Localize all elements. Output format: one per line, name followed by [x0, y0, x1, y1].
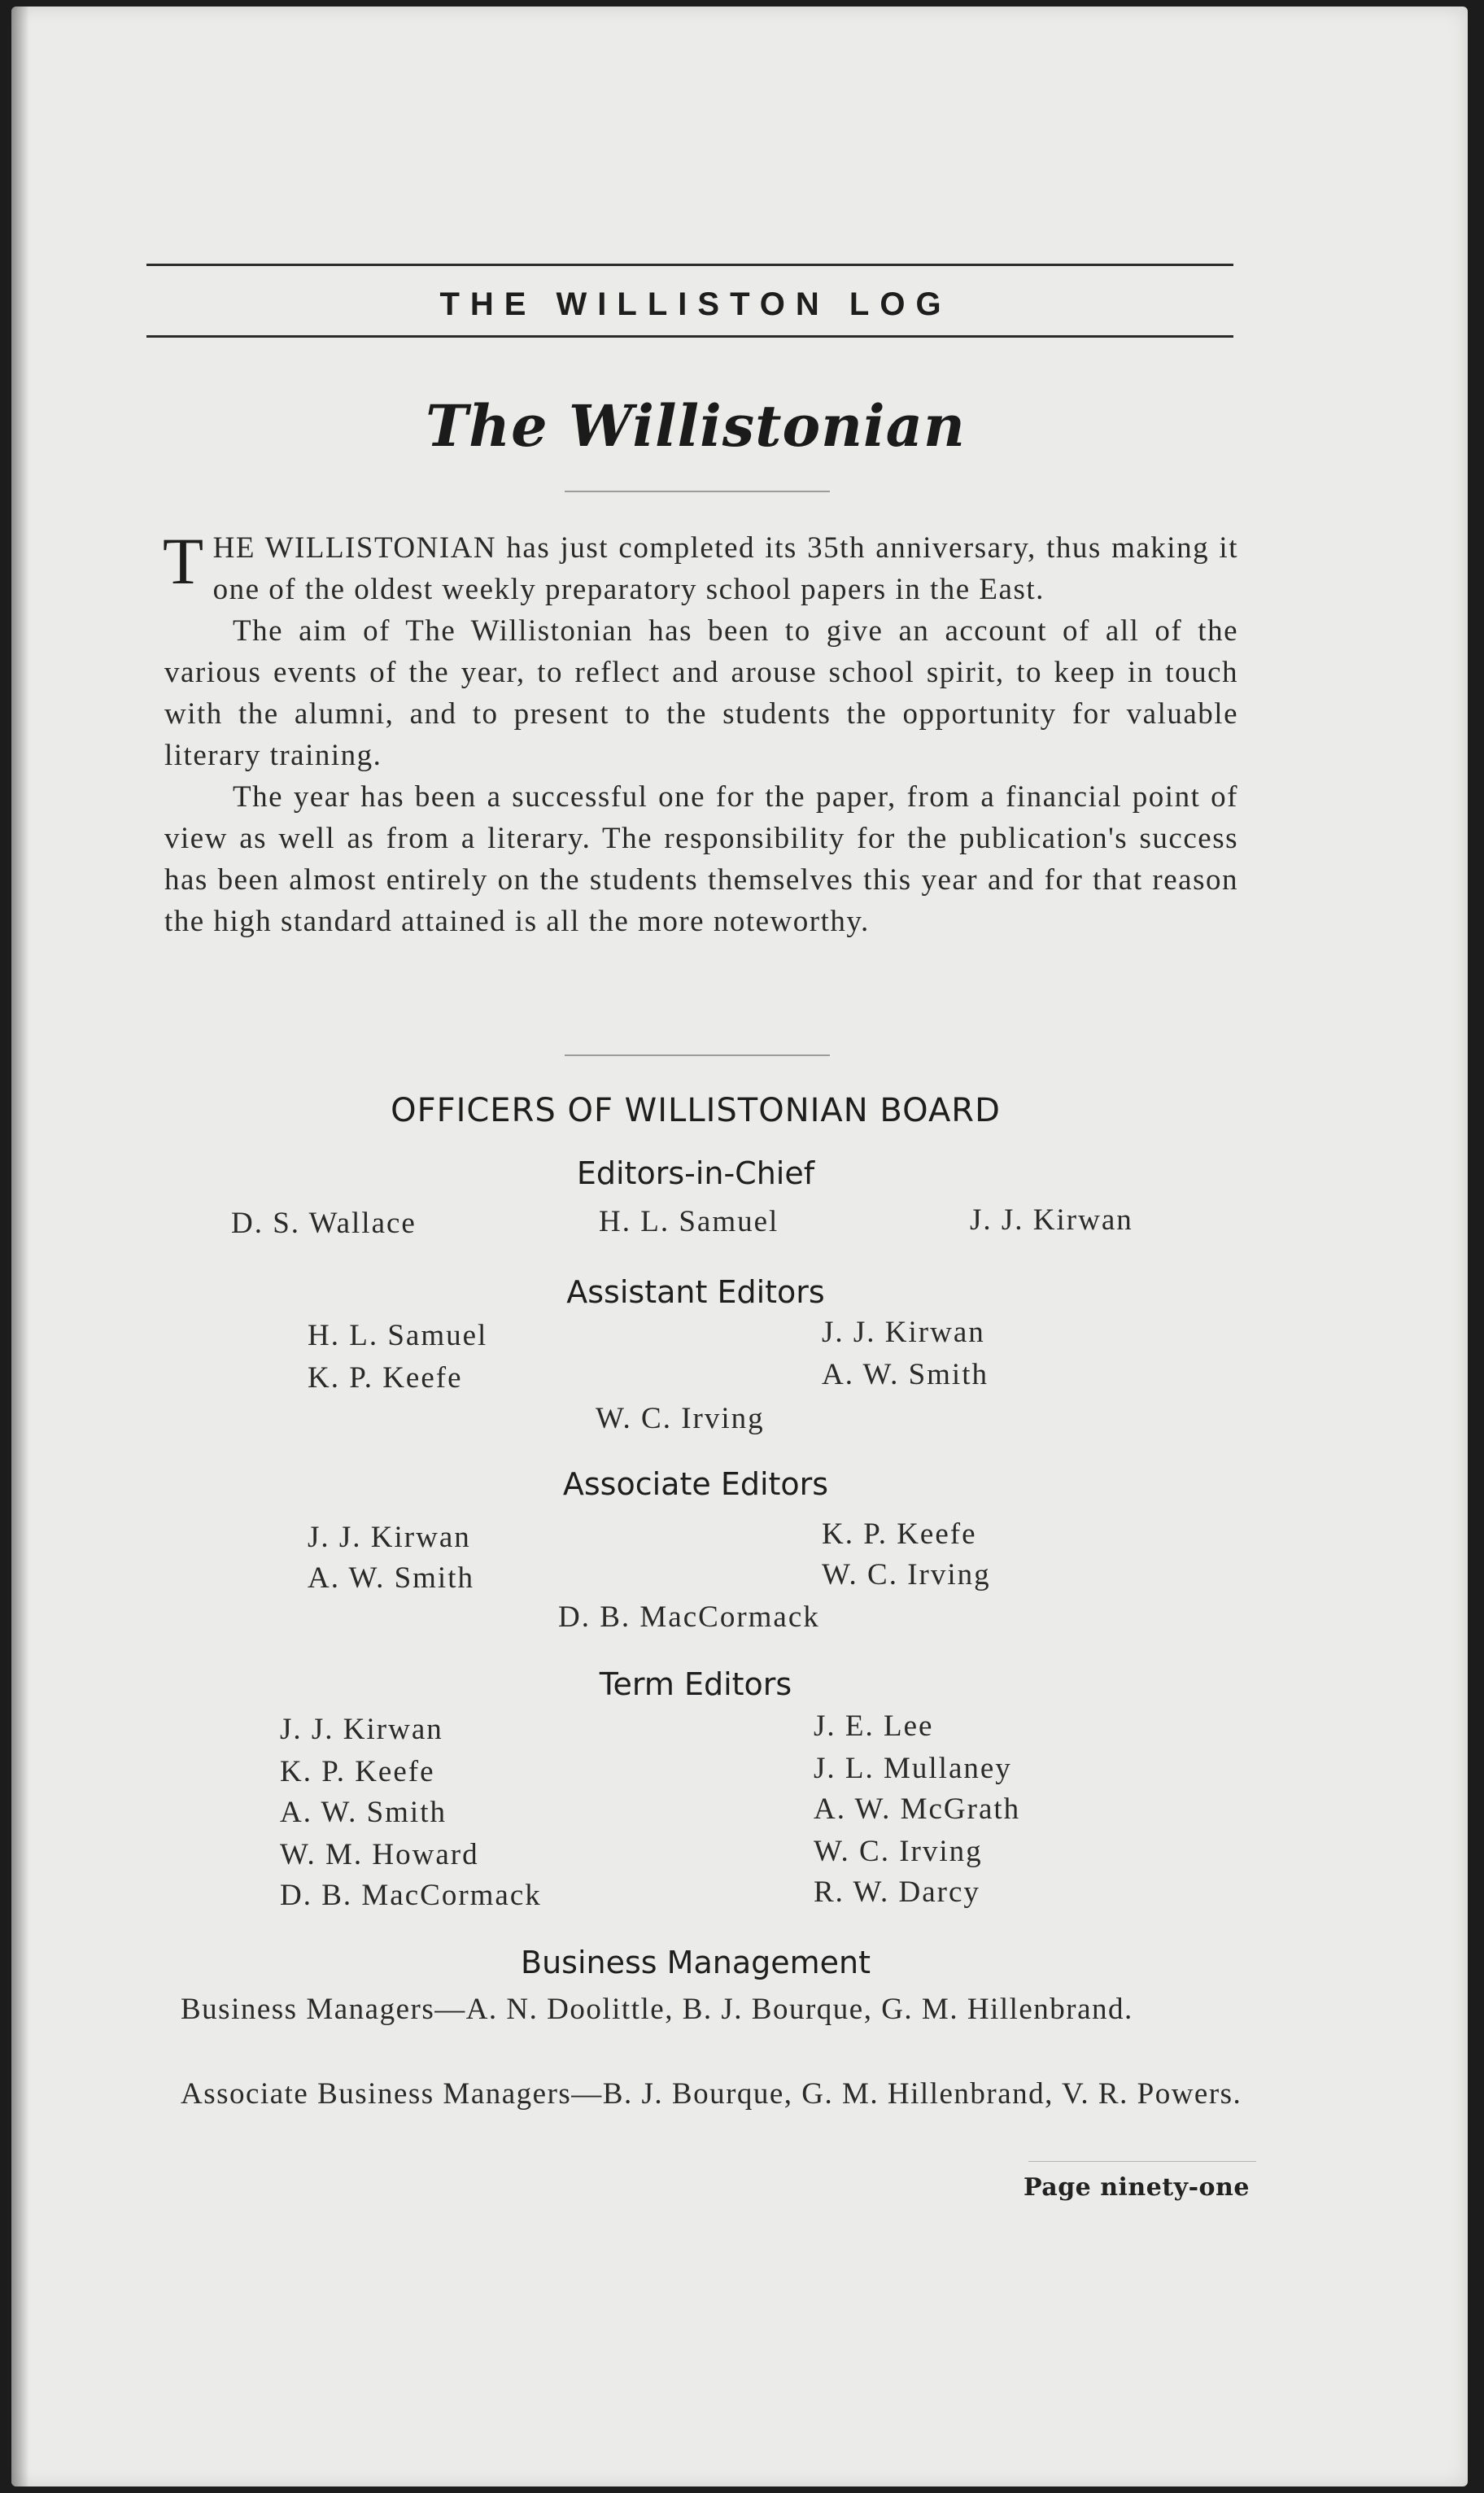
editor-in-chief-1: D. S. Wallace: [231, 1207, 417, 1240]
term-editor-right-4: W. C. Irving: [814, 1835, 983, 1868]
associate-business-managers: Associate Business Managers—B. J. Bourque, G. M. Hillenbrand, V. R. Powers.: [181, 2077, 1242, 2111]
term-editor-left-5: D. B. MacCormack: [280, 1879, 542, 1912]
term-editor-left-4: W. M. Howard: [280, 1838, 479, 1871]
business-management-heading: Business Management: [521, 1945, 871, 1980]
assistant-editor-left-1: H. L. Samuel: [308, 1319, 488, 1352]
business-managers: Business Managers—A. N. Doolittle, B. J. Bourque, G. M. Hillenbrand.: [181, 1993, 1133, 2026]
term-editor-left-1: J. J. Kirwan: [280, 1713, 443, 1746]
assistant-editor-center: W. C. Irving: [596, 1402, 765, 1435]
term-editor-right-5: R. W. Darcy: [814, 1875, 980, 1909]
assistant-editor-right-2: A. W. Smith: [822, 1358, 989, 1391]
header-top-rule: [146, 264, 1233, 266]
associate-editor-left-1: J. J. Kirwan: [308, 1521, 471, 1554]
term-editor-left-2: K. P. Keefe: [280, 1755, 435, 1788]
section-rule: [565, 1054, 830, 1056]
page-number: Page ninety-one: [1024, 2173, 1250, 2202]
assistant-editors-heading: Assistant Editors: [566, 1274, 825, 1310]
associate-editor-right-2: W. C. Irving: [822, 1558, 991, 1591]
book-page: [11, 7, 1468, 2486]
editor-in-chief-3: J. J. Kirwan: [970, 1203, 1133, 1237]
associate-editor-center: D. B. MacCormack: [558, 1600, 820, 1634]
assistant-editor-right-1: J. J. Kirwan: [822, 1316, 985, 1349]
term-editor-right-3: A. W. McGrath: [814, 1792, 1021, 1826]
running-head: THE WILLISTON LOG: [439, 286, 952, 322]
folio-rule: [1028, 2161, 1256, 2162]
page-title: The Willistonian: [426, 392, 966, 460]
term-editor-right-1: J. E. Lee: [814, 1709, 934, 1743]
intro-paragraph-1-text: HE WILLISTONIAN has just completed its 35th anniversary, thus making it one of the oldest weekly preparatory school papers in the East.: [212, 531, 1238, 606]
term-editor-left-3: A. W. Smith: [280, 1796, 447, 1829]
header-bottom-rule: [146, 335, 1233, 338]
assistant-editor-left-2: K. P. Keefe: [308, 1361, 463, 1395]
associate-editors-heading: Associate Editors: [562, 1466, 829, 1502]
intro-text: [163, 524, 1238, 942]
editor-in-chief-2: H. L. Samuel: [599, 1205, 779, 1238]
editors-in-chief-heading: Editors-in-Chief: [576, 1155, 815, 1191]
intro-paragraph-2: The aim of The Willistonian has been to give an account of all of the various events of the year, to reflect and arouse school spirit, to keep in touch with the alumni, and to present to the students the opportunity for valuable literary training.: [164, 614, 1238, 772]
associate-editor-left-2: A. W. Smith: [308, 1561, 474, 1595]
associate-editor-right-1: K. P. Keefe: [822, 1517, 977, 1551]
intro-paragraph-3: The year has been a successful one for the paper, from a financial point of view as well as from a literary. The responsibility for the publication's success has been almost entirely on the students themselves this year and for that reason the high standard attained is all the more noteworthy.: [164, 780, 1238, 938]
drop-cap: T: [163, 524, 205, 598]
intro-paragraph-1: [163, 524, 1238, 610]
term-editors-heading: Term Editors: [599, 1666, 792, 1702]
officers-heading: OFFICERS OF WILLISTONIAN BOARD: [391, 1092, 1001, 1129]
title-rule: [565, 491, 830, 492]
term-editor-right-2: J. L. Mullaney: [814, 1752, 1012, 1785]
